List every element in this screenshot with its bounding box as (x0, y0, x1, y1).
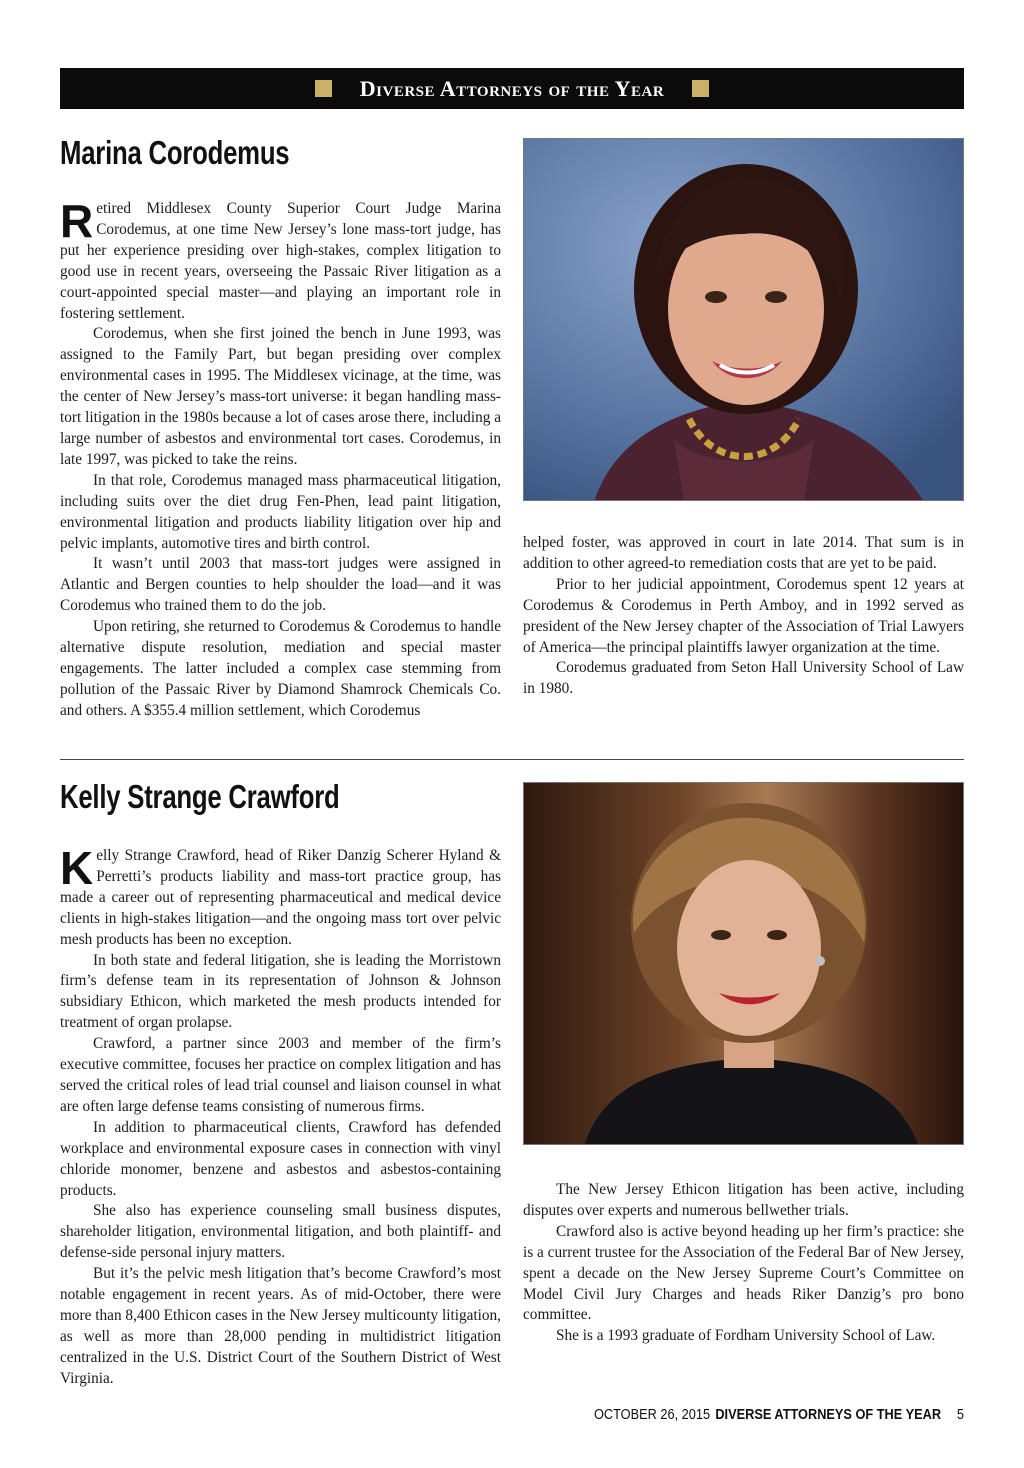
section-divider (60, 759, 964, 760)
drop-cap: R (60, 195, 94, 247)
body-paragraph: Crawford, a partner since 2003 and member of the firm’s executive committee, focuses her practice on complex litigation and has served the critical roles of lead trial counsel and liaison counsel in what are often large defense teams consisting of numerous firms. (60, 1035, 501, 1115)
drop-cap: K (60, 842, 94, 894)
gold-square-icon (692, 80, 709, 97)
paragraph-text: elly Strange Crawford, head of Riker Danzig Scherer Hyland & Perretti’s products liability and mass-tort practice group, has made a career out of representing pharmaceutical and medical device clients in high-stakes litigation—and the ongoing mass tort over pelvic mesh products has been no exception. (60, 847, 501, 948)
body-paragraph: Crawford also is active beyond heading up her firm’s practice: she is a current trustee for the Association of the Federal Bar of New Jersey, spent a decade on the New Jersey Supreme Court’s Committee on Model Civil Jury Charges and heads Riker Danzig’s pro bono committee. (523, 1222, 964, 1324)
profile-name: Kelly Strange Crawford (60, 778, 340, 815)
body-paragraph-continued: helped foster, was approved in court in late 2014. That sum is in addition to other agreed-to remediation costs that are yet to be paid. (523, 534, 964, 572)
profile-body-right-column (523, 1180, 964, 1347)
footer-date: OCTOBER 26, 2015 (593, 1407, 711, 1423)
profile-name: Marina Corodemus (60, 134, 290, 171)
page-footer (593, 1404, 964, 1426)
body-paragraph: In both state and federal litigation, she is leading the Morristown firm’s defense team in its representation of Johnson & Johnson subsidiary Ethicon, which marketed the mesh products intended for treatment of organ prolapse. (60, 951, 501, 1032)
body-paragraph: The New Jersey Ethicon litigation has been active, including disputes over experts and numerous bellwether trials. (523, 1181, 964, 1219)
body-paragraph: Corodemus, when she first joined the bench in June 1993, was assigned to the Family Part, but began presiding over complex environmental cases in 1995. The Middlesex vicinage, at the time, was the center of New Jersey’s mass-tort universe: it began handling mass-tort litigation in the 1980s because a lot of cases arose there, including a large number of asbestos and environmental tort cases. Corodemus, in late 1997, was picked to take the reins. (60, 325, 501, 468)
portrait-photo-marina-corodemus (523, 138, 964, 501)
body-paragraph (60, 195, 501, 324)
banner-title: Diverse Attorneys of the Year (359, 75, 665, 101)
body-paragraph: It wasn’t until 2003 that mass-tort judges were assigned in Atlantic and Bergen counties to help shoulder the load—and it was Corodemus who trained them to do the job. (60, 555, 501, 615)
section-banner (60, 68, 964, 109)
body-paragraph (60, 842, 501, 951)
portrait-illustration (524, 783, 964, 1145)
page-number: 5 (956, 1407, 964, 1423)
body-paragraph: In addition to pharmaceutical clients, Crawford has defended workplace and environmental exposure cases in connection with vinyl chloride monomer, benzene and asbestos and asbestos-containing products. (60, 1118, 501, 1199)
profile-body-right-column (523, 533, 964, 700)
body-paragraph: Upon retiring, she returned to Corodemus & Corodemus to handle alternative dispute resolution, mediation and special master engagements. The latter included a complex case stemming from pollution of the Passaic River by Diamond Shamrock Chemicals Co. and others. A $355.4 million settlement, which Corodemus (60, 618, 501, 719)
portrait-illustration (524, 139, 964, 501)
profile-body-left-column (60, 195, 501, 722)
body-paragraph: Corodemus graduated from Seton Hall University School of Law in 1980. (523, 659, 964, 698)
paragraph-text: etired Middlesex County Superior Court Judge Marina Corodemus, at one time New Jersey’s lone mass-tort judge, has put her experience presiding over high-stakes, complex litigation to good use in recent years, overseeing the Passaic River litigation as a court-appointed special master—and playing an important role in fostering settlement. (60, 200, 501, 322)
footer-publication: DIVERSE ATTORNEYS OF THE YEAR (715, 1407, 942, 1423)
body-paragraph: She is a 1993 graduate of Fordham University School of Law. (556, 1327, 936, 1345)
portrait-photo-kelly-strange-crawford (523, 782, 964, 1145)
body-paragraph: She also has experience counseling small business disputes, shareholder litigation, environmental litigation, and both plaintiff- and defense-side personal injury matters. (60, 1202, 501, 1262)
body-paragraph: But it’s the pelvic mesh litigation that’s become Crawford’s most notable engagement in recent years. As of mid-October, there were more than 8,400 Ethicon cases in the New Jersey multicounty litigation, as well as more than 28,000 pending in multidistrict litigation centralized in the U.S. District Court of the Southern District of West Virginia. (60, 1265, 501, 1387)
profile-body-left-column (60, 842, 501, 1390)
body-paragraph: Prior to her judicial appointment, Corodemus spent 12 years at Corodemus & Corodemus in Perth Amboy, and in 1992 served as president of the New Jersey chapter of the Association of Trial Lawyers of America—the principal plaintiffs lawyer organization at the time. (523, 575, 964, 656)
gold-square-icon (315, 80, 332, 97)
body-paragraph: In that role, Corodemus managed mass pharmaceutical litigation, including suits over the diet drug Fen-Phen, lead paint litigation, environmental litigation and products liability litigation over hip and pelvic implants, automotive tires and birth control. (60, 471, 501, 552)
